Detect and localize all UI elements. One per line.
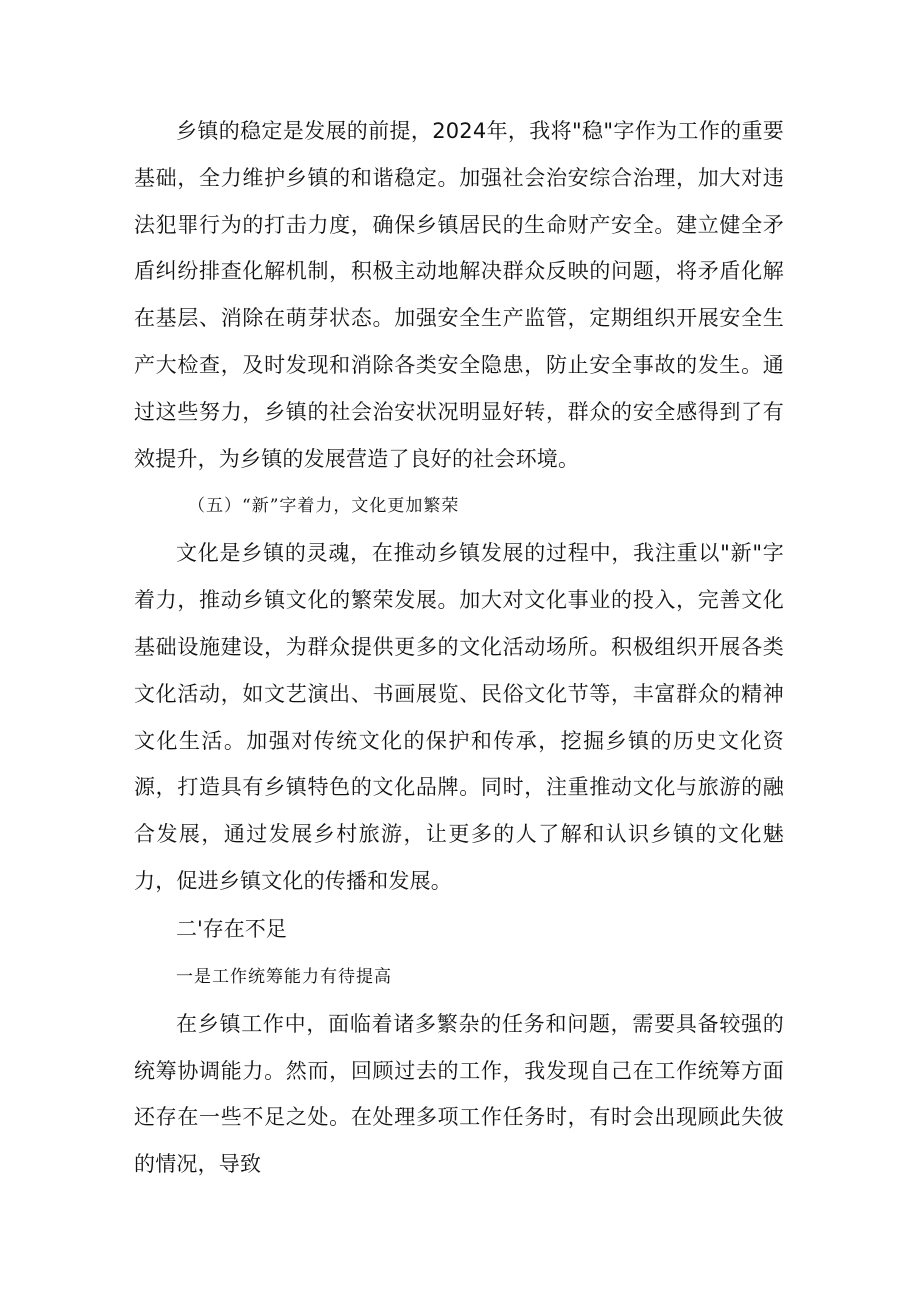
paragraph-coordination: 在乡镇工作中，面临着诸多繁杂的任务和问题，需要具备较强的统筹协调能力。然而，回顾过去的工作，我发现自己在工作统筹方面还存在一些不足之处。在处理多项工作任务时，有时会出现顾此失彼的情况，导致: [134, 1011, 784, 1177]
document-body: [134, 108, 784, 1188]
section-heading-shortcomings: 二'存在不足: [176, 916, 287, 941]
subheading-culture: （五）“新”字着力，文化更加繁荣: [188, 496, 460, 517]
paragraph-stability: 乡镇的稳定是发展的前提，2024年，我将"稳"字作为工作的重要基础，全力维护乡镇的和谐稳定。加强社会治安综合治理，加大对违法犯罪行为的打击力度，确保乡镇居民的生命财产安全。建立健全矛盾纠纷排查化解机制，积极主动地解决群众反映的问题，将矛盾化解在基层、消除在萌芽状态。加强安全生产监管，定期组织开展安全生产大检查，及时发现和消除各类安全隐患，防止安全事故的发生。通过这些努力，乡镇的社会治安状况明显好转，群众的安全感得到了有效提升，为乡镇的发展营造了良好的社会环境。: [134, 119, 784, 471]
paragraph-culture: 文化是乡镇的灵魂，在推动乡镇发展的过程中，我注重以"新"字着力，推动乡镇文化的繁荣发展。加大对文化事业的投入，完善文化基础设施建设，为群众提供更多的文化活动场所。积极组织开展各类文化活动，如文艺演出、书画展览、民俗文化节等，丰富群众的精神文化生活。加强对传统文化的保护和传承，挖掘乡镇的历史文化资源，打造具有乡镇特色的文化品牌。同时，注重推动文化与旅游的融合发展，通过发展乡村旅游，让更多的人了解和认识乡镇的文化魅力，促进乡镇文化的传播和发展。: [134, 541, 784, 893]
subheading-coordination: 一是工作统筹能力有待提高: [176, 966, 392, 987]
